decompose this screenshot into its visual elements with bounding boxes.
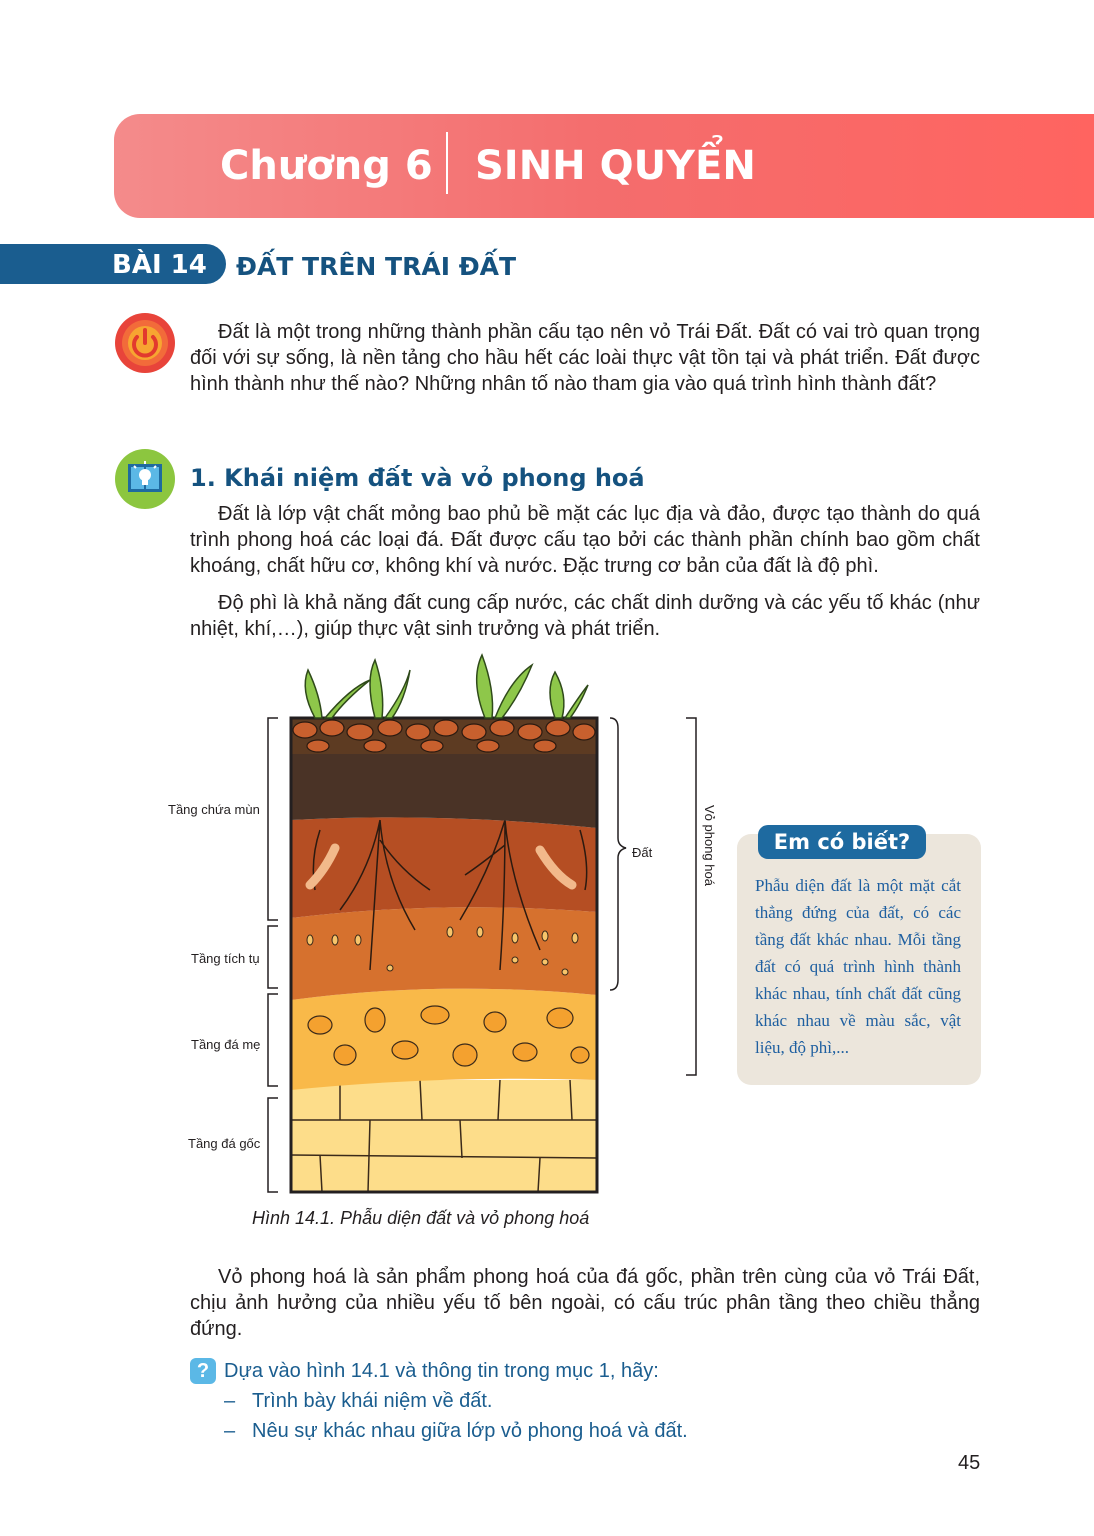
question-item: Nêu sự khác nhau giữa lớp vỏ phong hoá và đất.: [252, 1420, 688, 1442]
did-you-know-text: Phẫu diện đất là một mặt cắt thẳng đứng của đất, có các tầng đất khác nhau. Mỗi tầng đất có quá trình hình thành khác nhau, tính chất đất cũng khác nhau về màu sắc, vật liệu, độ phì,...: [755, 876, 961, 1057]
label-weathering-crust: Vỏ phong hoá: [702, 805, 717, 886]
soil-profile-figure: [160, 650, 740, 1210]
label-soil: Đất: [632, 845, 653, 860]
book-lightbulb-icon: [114, 448, 176, 510]
label-accumulation-layer: Tầng tích tụ: [191, 951, 260, 966]
label-parent-rock-layer: Tầng đá mẹ: [191, 1037, 261, 1052]
weathering-paragraph: Vỏ phong hoá là sản phẩm phong hoá của đá gốc, phần trên cùng của vỏ Trái Đất, chịu ảnh hưởng của nhiều yếu tố bên ngoài, có cấu trúc phân tầng theo chiều thẳng đứng.: [190, 1266, 980, 1340]
label-humus-layer: Tầng chứa mùn: [168, 802, 260, 817]
power-icon: [114, 312, 176, 374]
question-item: Trình bày khái niệm về đất.: [252, 1390, 493, 1412]
chapter-divider: [446, 132, 448, 194]
section-paragraph-2: Độ phì là khả năng đất cung cấp nước, các chất dinh dưỡng và các yếu tố khác (như nhiệt, khí,…), giúp thực vật sinh trưởng và phát triển.: [190, 592, 980, 640]
lesson-title: ĐẤT TRÊN TRÁI ĐẤT: [236, 252, 517, 281]
question-prompt: Dựa vào hình 14.1 và thông tin trong mục 1, hãy:: [224, 1360, 659, 1382]
section-paragraph-1: Đất là lớp vật chất mỏng bao phủ bề mặt các lục địa và đảo, được tạo thành do quá trình phong hoá các loại đá. Đất được cấu tạo bởi các thành phần chính bao gồm chất khoáng, chất hữu cơ, không khí và nước. Đặc trưng cơ bản của đất là độ phì.: [190, 503, 980, 577]
question-icon: ?: [190, 1358, 216, 1384]
figure-caption: Hình 14.1. Phẫu diện đất và vỏ phong hoá: [252, 1208, 590, 1228]
page-number: 45: [958, 1452, 981, 1474]
question-bullet: –: [224, 1390, 236, 1412]
chapter-name: SINH QUYỂN: [475, 143, 756, 189]
label-bedrock-layer: Tầng đá gốc: [188, 1136, 261, 1151]
intro-paragraph: Đất là một trong những thành phần cấu tạo nên vỏ Trái Đất. Đất có vai trò quan trọng đối với sự sống, là nền tảng cho hầu hết các loài thực vật tồn tại và phát triển. Đất được hình thành như thế nào? Những nhân tố nào tham gia vào quá trình hình thành đất?: [190, 321, 980, 395]
question-bullet: –: [224, 1420, 236, 1442]
section-title: 1. Khái niệm đất và vỏ phong hoá: [190, 464, 645, 492]
did-you-know-title: Em có biết?: [758, 825, 926, 859]
lesson-number: BÀI 14: [112, 250, 207, 280]
chapter-label: Chương 6: [220, 143, 433, 189]
